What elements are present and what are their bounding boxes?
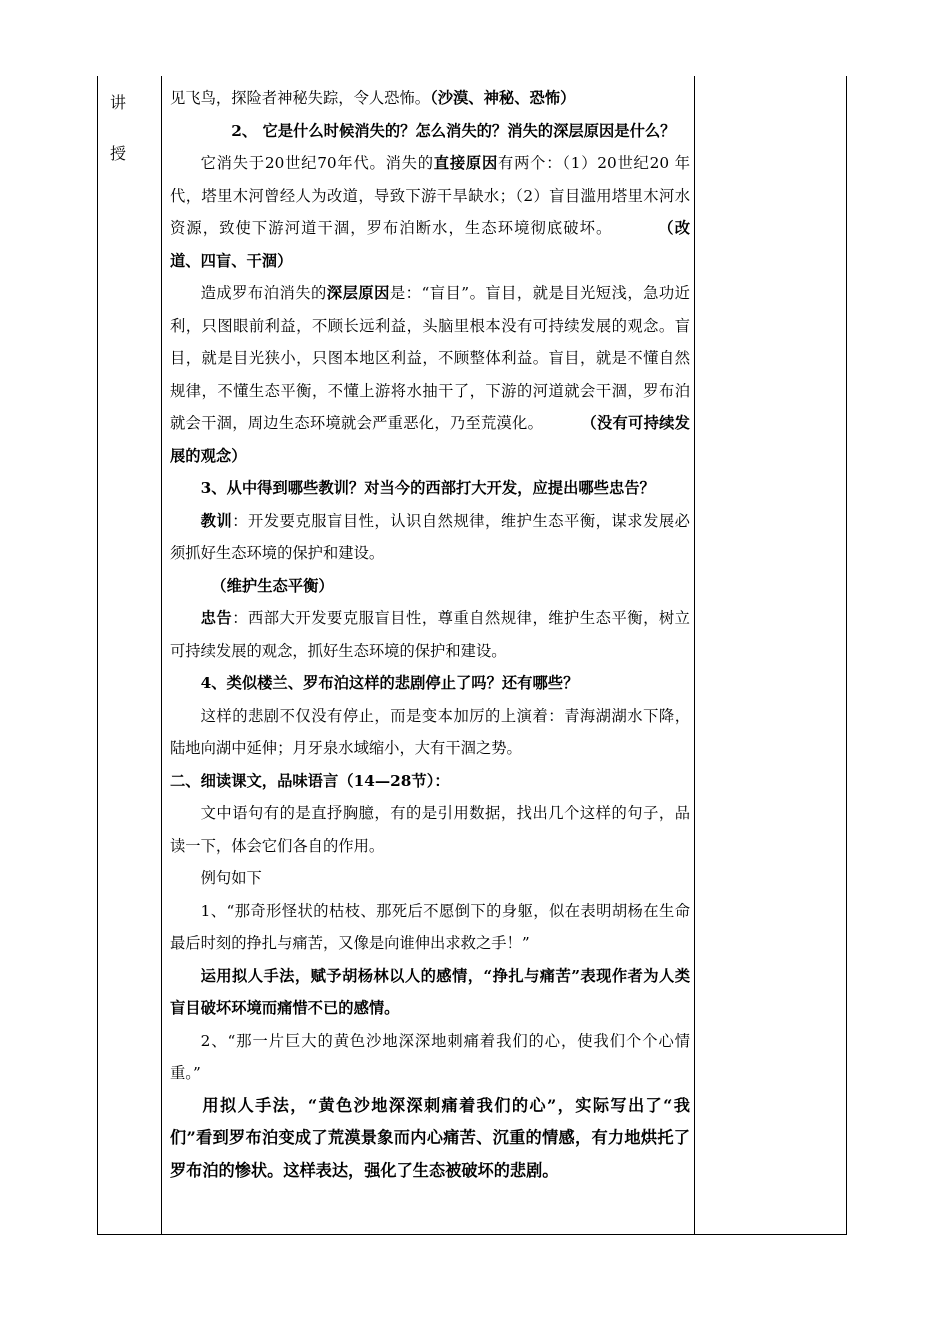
question-2: 2、 它是什么时候消失的？怎么消失的？消失的深层原因是什么？ xyxy=(231,121,676,140)
table-divider-2 xyxy=(694,76,695,1234)
examples-label: 例句如下 xyxy=(200,869,262,887)
example-2: 2、“那一片巨大的黄色沙地深深地刺痛着我们的心，使我们个个心情重。” xyxy=(170,1031,690,1082)
paragraph-intro-end: 见飞鸟，探险者神秘失踪，令人恐怖。（沙漠、神秘、恐怖） xyxy=(170,89,576,107)
paragraph-tragedy: 这样的悲剧不仅没有停止，而是变本加厉的上演着：青海湖湖水下降，陆地向湖中延伸；月牙泉水域缩小，大有干涸之势。 xyxy=(170,706,690,757)
summary-lesson: （维护生态平衡） xyxy=(211,576,334,595)
side-label-char-1: 讲 xyxy=(110,93,127,112)
question-4: 4、类似楼兰、罗布泊这样的悲剧停止了吗？还有哪些？ xyxy=(200,674,579,692)
section-heading-2: 二、细读课文，品味语言（14—28节）： xyxy=(170,771,450,790)
example-2-analysis: 用拟人手法，“黄色沙地深深刺痛着我们的心”，实际写出了“我们”看到罗布泊变成了荒漠景象而内心痛苦、沉重的情感，有力地烘托了罗布泊的惨状。这样表达，强化了生态被破坏的悲剧。 xyxy=(170,1095,690,1180)
side-label-char-2: 授 xyxy=(110,144,127,163)
paragraph-lesson: 教训：开发要克服盲目性，认识自然规律，维护生态平衡，谋求发展必须抓好生态环境的保护和建设。 xyxy=(170,511,690,562)
table-border-bottom xyxy=(97,1234,847,1235)
paragraph-direct-cause: 它消失于20世纪70年代。消失的直接原因有两个：（1）20世纪20 年代，塔里木河曾经人为改道，导致下游干旱缺水；（2）盲目滥用塔里木河水资源，致使下游河道干涸，罗布泊断水，生态环境彻底破坏。 （改道、四盲、干涸） xyxy=(170,154,690,270)
question-3: 3、从中得到哪些教训？对当今的西部打大开发，应提出哪些忠告？ xyxy=(200,479,655,497)
paragraph-task: 文中语句有的是直抒胸臆，有的是引用数据，找出几个这样的句子，品读一下，体会它们各自的作用。 xyxy=(170,804,690,855)
paragraph-advice: 忠告：西部大开发要克服盲目性，尊重自然规律，维护生态平衡，树立可持续发展的观念，抓好生态环境的保护和建设。 xyxy=(170,609,690,660)
paragraph-deep-cause: 造成罗布泊消失的深层原因是：“盲目”。盲目，就是目光短浅，急功近利，只图眼前利益，不顾长远利益，头脑里根本没有可持续发展的观念。盲目，就是目光狭小，只图本地区利益，不顾整体利益。盲目，就是不懂自然规律，不懂生态平衡，不懂上游将水抽干了，下游的河道就会干涸，罗布泊就会干涸，周边生态环境就会严重恶化，乃至荒漠化。 （没有可持续发展的观念） xyxy=(170,284,690,465)
lesson-content xyxy=(170,82,690,1187)
table-divider-1 xyxy=(161,76,162,1234)
example-1: 1、“那奇形怪状的枯枝、那死后不愿倒下的身躯，似在表明胡杨在生命最后时刻的挣扎与痛苦，又像是向谁伸出求救之手！” xyxy=(170,901,690,952)
table-border-right xyxy=(846,76,847,1234)
table-border-left xyxy=(97,76,98,1234)
example-1-analysis: 运用拟人手法，赋予胡杨林以人的感情，“挣扎与痛苦”表现作者为人类盲目破坏环境而痛惜不已的感情。 xyxy=(170,966,690,1017)
